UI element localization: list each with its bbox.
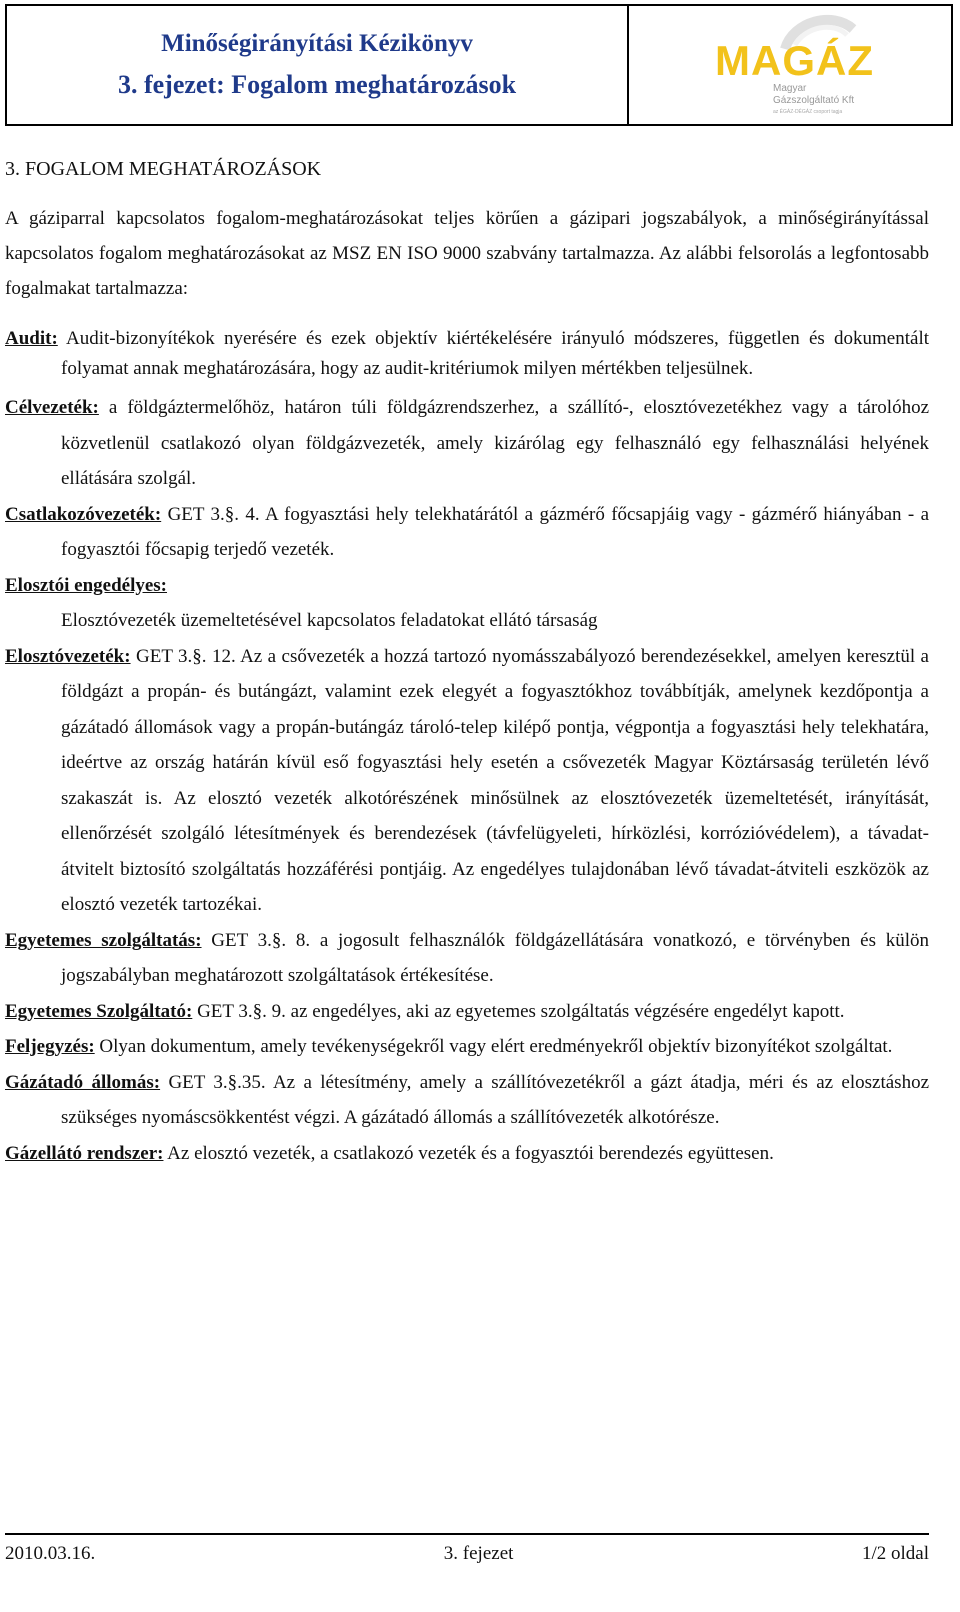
definition-term: Csatlakozóvezeték: [5, 503, 162, 525]
definition-term: Elosztóvezeték: [5, 645, 131, 667]
definition-item [5, 923, 929, 994]
header-titles [7, 6, 629, 124]
logo-cell [629, 6, 951, 124]
definition-item [5, 1136, 929, 1172]
definition-item [5, 1065, 929, 1136]
footer-chapter: 3. fejezet [443, 1543, 514, 1564]
definition-item [5, 994, 929, 1030]
section-title: 3. FOGALOM MEGHATÁROZÁSOK [5, 158, 322, 180]
definition-item [5, 568, 929, 639]
page-content [5, 155, 929, 1171]
footer-page-number: 1/2 oldal [861, 1543, 929, 1564]
manual-title: Minőségirányítási Kézikönyv [161, 30, 473, 57]
intro-paragraph: A gáziparral kapcsolatos fogalom-meghatározásokat teljes körűen a gázipari jogszabályok, a minőségirányítással kapcsolatos fogalom meghatározásokat az MSZ EN ISO 9000 szabvány tartalmazza. Az alábbi felsorolás a legfontosabb fogalmakat tartalmazza: [5, 208, 929, 299]
definition-term: Gázátadó állomás: [5, 1071, 161, 1093]
definition-text: Audit-bizonyítékok nyerésére és ezek objektív kiértékelésére irányuló módszeres, független és dokumentált folyamat annak meghatározására, hogy az audit-kritériumok milyen mértékben teljesülnek. [61, 328, 930, 379]
definition-item [5, 324, 929, 384]
definition-term: Egyetemes Szolgáltató: [5, 1000, 193, 1022]
definition-text: GET 3.§. 12. Az a csővezeték a hozzá tartozó nyomásszabályozó berendezésekkel, amelyen keresztül a földgázt a propán- és butángázt, valamint ezek elegyét a fogyasztókhoz továbbítják, amelynek kezdőpontja a gázátadó állomások vagy a propán-butángáz tároló-telep kilépő pontja, végpontja a fogyasztási hely telekhatára, ideértve az ország határán kívül eső fogyasztási hely esetén a csővezeték Magyar Köztársaság területén lévő szakaszát is. Az elosztó vezeték alkotórészének minősülnek az elosztóvezeték üzemeltetését, irányítását, ellenőrzését szolgáló létesítmények és berendezések (távfelügyeleti, hírközlési, korrózióvédelem), a távadat-átvitelt biztosító szolgáltatás hozzáférési pontjáig. Az engedélyes tulajdonában lévő távadat-átviteli eszközök az elosztó vezeték tartozékai. [61, 645, 929, 915]
company-logo [715, 9, 874, 121]
logo-wordmark: MAGÁZ [715, 37, 874, 84]
definition-term: Elosztói engedélyes: [5, 574, 168, 596]
footer-date: 2010.03.16. [5, 1543, 96, 1564]
definition-term: Audit: [5, 328, 58, 349]
chapter-title: 3. fejezet: Fogalom meghatározások [117, 70, 517, 99]
definition-text: Olyan dokumentum, amely tevékenységekről vagy elért eredményekről objektív bizonyítékot szolgáltat. [99, 1036, 893, 1057]
definition-item [5, 390, 929, 497]
definition-term: Célvezeték: [5, 397, 99, 418]
definition-term: Feljegyzés: [5, 1036, 95, 1057]
definition-text: GET 3.§. 9. az engedélyes, aki az egyetemes szolgáltatás végzésére engedélyt kapott. [197, 1000, 845, 1022]
definition-term: Gázellátó rendszer: [5, 1142, 164, 1164]
definition-text: GET 3.§. 8. a jogosult felhasználók földgázellátására vonatkozó, e törvényben és külön jogszabályban meghatározott szolgáltatások értékesítése. [61, 929, 930, 986]
logo-subtitle: Magyar Gázszolgáltató Kft [773, 83, 855, 106]
document-header [5, 4, 953, 126]
page-footer [5, 1533, 929, 1565]
definition-text: GET 3.§. 4. A fogyasztási hely telekhatárától a gázmérő főcsapjáig vagy - gázmérő hiányában - a fogyasztói főcsapig terjedő vezeték. [61, 503, 929, 560]
definition-text: Elosztóvezeték üzemeltetésével kapcsolatos feladatokat ellátó társaság [61, 610, 598, 631]
definition-item [5, 1029, 929, 1065]
definition-text: GET 3.§.35. Az a létesítmény, amely a szállítóvezetékről a gázt átadja, méri és az elosztáshoz szükséges nyomáscsökkentést végzi. A gázátadó állomás a szállítóvezeték alkotórésze. [61, 1071, 930, 1128]
definition-item [5, 497, 929, 568]
definition-item [5, 639, 929, 923]
definition-text: a földgáztermelőhöz, határon túli földgázrendszerhez, a szállító-, elosztóvezetékhez vagy a tárolóhoz közvetlenül csatlakozó olyan földgázvezeték, amely kizárólag egy felhasználó egy felhasználási helyének ellátására szolgál. [61, 397, 930, 489]
definition-term: Egyetemes szolgáltatás: [5, 929, 202, 951]
definition-text: Az elosztó vezeték, a csatlakozó vezeték és a fogyasztói berendezés együttesen. [167, 1142, 774, 1164]
logo-tagline: az ÉGÁZ-DÉGÁZ csoport tagja [773, 109, 843, 115]
